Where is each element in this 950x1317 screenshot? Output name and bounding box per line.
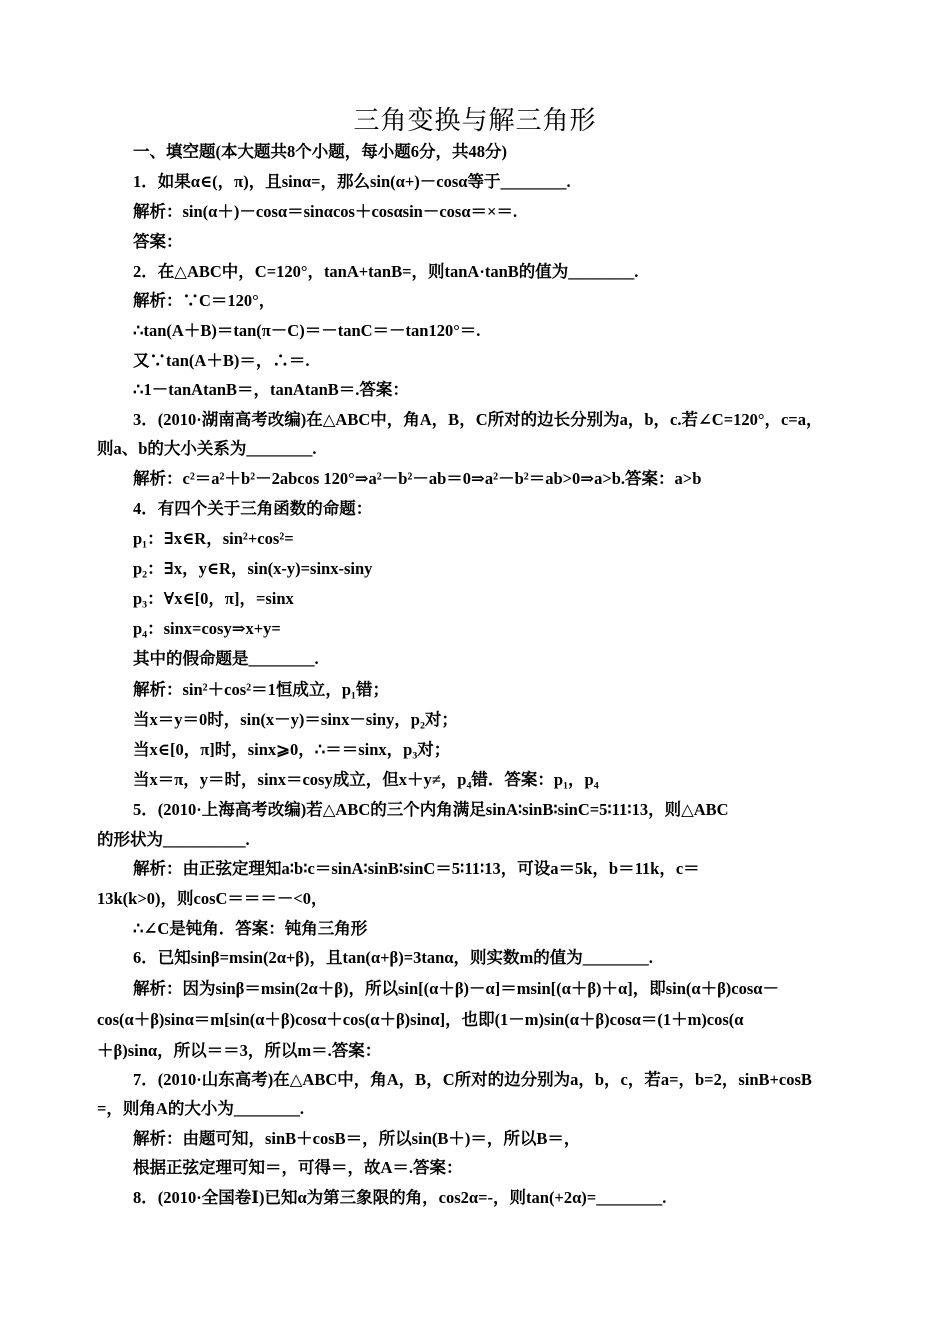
analysis-6-line-1: 解析：因为sinβ＝msin(2α＋β)，所以sin[(α＋β)－α]＝msin[(α＋β)＋α]，即sin(α＋β)cosα－ [133, 979, 780, 998]
question-8: 8．(2010·全国卷Ⅰ)已知α为第三象限的角，cos2α=-，则tan(+2α)=________. [133, 1188, 667, 1207]
analysis-5-line-3: ∴∠C是钝角．答案：钝角三角形 [133, 919, 368, 938]
proposition-p3: p₃：∀x∈[0，π]，=sinx [133, 589, 294, 608]
question-4: 4．有四个关于三角函数的命题： [133, 499, 373, 518]
question-3-line-2: 则a、b的大小关系为________. [97, 439, 317, 458]
answer-1: 答案： [133, 232, 183, 251]
analysis-7-line-1: 解析：由题可知，sinB＋cosB＝，所以sin(B＋)＝，所以B＝， [133, 1129, 581, 1148]
analysis-2-line-3: 又∵tan(A＋B)＝，∴＝. [133, 351, 310, 370]
proposition-p1: p₁：∃x∈R，sin²+cos²= [133, 529, 294, 548]
document-title: 三角变换与解三角形 [353, 106, 597, 135]
question-2: 2．在△ABC中，C=120°，tanA+tanB=，则tanA·tanB的值为________. [133, 262, 639, 281]
analysis-3: 解析：c²＝a²＋b²－2abcos 120°⇒a²－b²－ab＝0⇒a²－b²＝ab>0⇒a>b.答案：a>b [133, 469, 702, 488]
analysis-2-line-2: ∴tan(A＋B)＝tan(π－C)＝－tanC＝－tan120°＝. [133, 321, 481, 340]
question-5-line-1: 5．(2010·上海高考改编)若△ABC的三个内角满足sinA∶sinB∶sinC=5∶11∶13，则△ABC [133, 800, 729, 819]
question-7-line-2: =，则角A的大小为________. [97, 1099, 304, 1118]
analysis-5-line-2: 13k(k>0)，则cosC＝＝＝－<0， [97, 889, 328, 908]
question-3-line-1: 3．(2010·湖南高考改编)在△ABC中，角A，B，C所对的边长分别为a，b，c.若∠C=120°，c=a， [133, 410, 823, 429]
question-5-line-2: 的形状为__________. [97, 830, 250, 849]
analysis-5-line-1: 解析：由正弦定理知a∶b∶c＝sinA∶sinB∶sinC＝5∶11∶13，可设a＝5k，b＝11k，c＝ [133, 859, 700, 878]
analysis-4-line-3: 当x∈[0，π]时，sinx⩾0，∴＝＝sinx，p₃对； [133, 740, 451, 759]
proposition-p2: p₂：∃x，y∈R，sin(x-y)=sinx-siny [133, 559, 373, 578]
analysis-6-line-3: ＋β)sinα，所以＝＝3，所以m＝.答案： [97, 1041, 382, 1060]
analysis-2-line-4: ∴1－tanAtanB＝，tanAtanB＝.答案： [133, 380, 409, 399]
question-7-line-1: 7．(2010·山东高考)在△ABC中，角A，B，C所对的边分别为a，b，c，若a=，b=2，sinB+cosB [133, 1070, 812, 1089]
analysis-4-line-2: 当x＝y＝0时，sin(x－y)＝sinx－siny，p₂对； [133, 710, 458, 729]
analysis-7-line-2: 根据正弦定理可知＝，可得＝，故A＝.答案： [133, 1158, 463, 1177]
analysis-4-line-4: 当x＝π，y＝时，sinx＝cosy成立，但x＋y≠，p₄错．答案：p₁，p₄ [133, 770, 599, 789]
analysis-4-line-1: 解析：sin²＋cos²＝1恒成立，p₁错； [133, 680, 389, 699]
analysis-6-line-2: cos(α＋β)sinα＝m[sin(α＋β)cosα＋cos(α＋β)sinα]，也即(1－m)sin(α＋β)cosα＝(1＋m)cos(α [97, 1010, 744, 1029]
question-6: 6．已知sinβ=msin(2α+β)，且tan(α+β)=3tanα，则实数m的值为________. [133, 948, 653, 967]
section-heading: 一、填空题(本大题共8个小题，每小题6分，共48分) [133, 142, 507, 161]
question-4-ask: 其中的假命题是________. [133, 649, 319, 668]
analysis-1: 解析：sin(α＋)－cosα＝sinαcos＋cosαsin－cosα＝×＝. [133, 202, 518, 221]
question-1: 1．如果α∈(，π)，且sinα=，那么sin(α+)－cosα等于________. [133, 172, 571, 191]
analysis-2-line-1: 解析：∵C＝120°， [133, 291, 276, 310]
proposition-p4: p₄：sinx=cosy⇒x+y= [133, 619, 281, 638]
